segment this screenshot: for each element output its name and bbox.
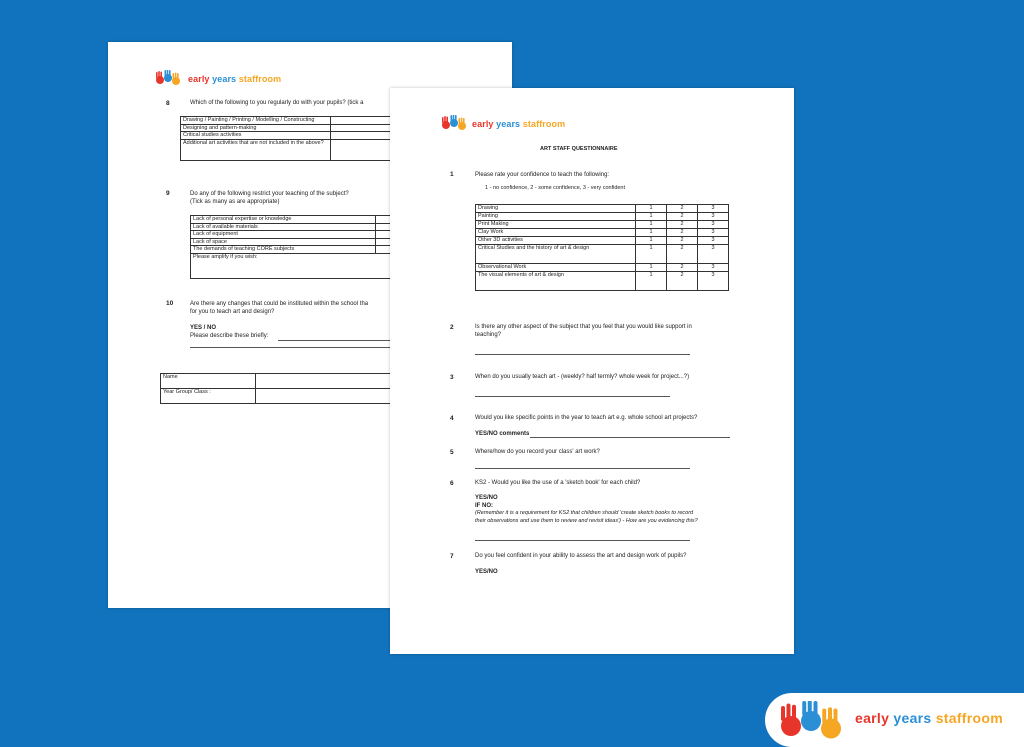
question-6-yesno[interactable]: YES/NO (475, 495, 498, 501)
answer-line[interactable] (190, 347, 400, 348)
table-row (476, 272, 729, 291)
rating-2[interactable]: 2 (667, 272, 698, 291)
question-8-text: Which of the following to you regularly do with your pupils? (tick a (190, 100, 364, 106)
table-row: Drawing / Painting / Printing / Modelling / Constructing (181, 117, 480, 125)
table-row: Lack of space (191, 238, 490, 246)
rating-3[interactable]: 3 (698, 272, 729, 291)
rating-1[interactable]: 1 (636, 221, 667, 229)
rating-3[interactable]: 3 (698, 229, 729, 237)
rating-1[interactable]: 1 (636, 229, 667, 237)
question-3-text: When do you usually teach art - (weekly? half termly? whole week for project...?) (475, 374, 690, 380)
question-1-number: 1 (450, 171, 454, 178)
rating-2[interactable]: 2 (667, 237, 698, 245)
table-row (476, 221, 729, 229)
question-9-text: Do any of the following restrict your teaching of the subject? (190, 191, 349, 197)
rating-3[interactable]: 3 (698, 221, 729, 229)
question-4-text: Would you like specific points in the year to teach art e.g. whole school art projects? (475, 415, 698, 421)
question-10-subtext: for you to teach art and design? (190, 309, 275, 315)
table-row: Year Group/ Class : (161, 389, 460, 404)
row-label: Other 3D activities (476, 237, 636, 245)
handprint-logo-icon (773, 701, 849, 741)
row-label: Observational Work (476, 264, 636, 272)
brand-wordmark: early years staffroom (855, 710, 1003, 726)
row-label: Drawing (476, 205, 636, 213)
question-2-text: Is there any other aspect of the subject that you feel that you would like support in (475, 324, 692, 330)
rating-3[interactable]: 3 (698, 237, 729, 245)
answer-line[interactable] (278, 340, 398, 341)
handprint-logo-icon (440, 115, 468, 131)
row-label: Print Making (476, 221, 636, 229)
rating-3[interactable]: 3 (698, 245, 729, 264)
question-7-text: Do you feel confident in your ability to assess the art and design work of pupils? (475, 553, 687, 559)
table-row: Critical studies activities (181, 132, 480, 140)
question-7-answer[interactable]: YES/NO (475, 569, 498, 575)
table-row: Lack of available materials (191, 223, 490, 231)
question-9-subtext: (Tick as many as are appropriate) (190, 199, 280, 205)
row-label: Clay Work (476, 229, 636, 237)
question-10-yesno[interactable]: YES / NO (190, 325, 217, 331)
question-2-subtext: teaching? (475, 332, 502, 338)
row-label: The visual elements of art & design (476, 272, 636, 291)
table-row: Please amplify if you wish: (191, 253, 490, 278)
rating-1[interactable]: 1 (636, 272, 667, 291)
question-4-answer[interactable]: YES/NO comments (475, 431, 530, 437)
question-4-number: 4 (450, 415, 454, 422)
row-label: Critical Studies and the history of art & design (476, 245, 636, 264)
answer-line[interactable] (530, 437, 730, 438)
table-row (476, 264, 729, 272)
rating-3[interactable]: 3 (698, 213, 729, 221)
question-5-number: 5 (450, 449, 454, 456)
question-10-describe: Please describe these briefly: (190, 333, 269, 339)
rating-1[interactable]: 1 (636, 264, 667, 272)
rating-2[interactable]: 2 (667, 264, 698, 272)
table-row (476, 229, 729, 237)
brand-badge (765, 693, 1024, 747)
table-row (476, 213, 729, 221)
brand-wordmark: early years staffroom (472, 119, 566, 129)
brand-wordmark: early years staffroom (188, 74, 282, 84)
answer-line[interactable] (475, 354, 690, 355)
question-8-number: 8 (166, 100, 170, 107)
question-6-ifno: IF NO: (475, 503, 493, 509)
table-row: Name (161, 374, 460, 389)
question-7-number: 7 (450, 553, 454, 560)
table-row: Additional art activities that are not included in the above? (181, 139, 480, 160)
question-10-number: 10 (166, 300, 174, 307)
question-6-number: 6 (450, 480, 454, 487)
table-row (476, 205, 729, 213)
rating-2[interactable]: 2 (667, 213, 698, 221)
question-6-note-line1: (Remember it is a requirement for KS2 that children should 'create sketch books to record (475, 510, 694, 516)
confidence-scale: 1 - no confidence, 2 - some confidence, 3 - very confident (485, 185, 626, 191)
answer-line[interactable] (475, 468, 690, 469)
rating-3[interactable]: 3 (698, 264, 729, 272)
rating-1[interactable]: 1 (636, 237, 667, 245)
table-row (476, 245, 729, 264)
table-row: Lack of equipment (191, 231, 490, 239)
rating-1[interactable]: 1 (636, 245, 667, 264)
rating-2[interactable]: 2 (667, 229, 698, 237)
rating-1[interactable]: 1 (636, 205, 667, 213)
question-2-number: 2 (450, 324, 454, 331)
question-6-note-line2: their observations and use them to review and revisit ideas') - How are you evidencing this? (475, 518, 698, 524)
confidence-table (475, 204, 729, 291)
answer-line[interactable] (475, 396, 670, 397)
question-1-text: Please rate your confidence to teach the following: (475, 172, 610, 178)
question-9-number: 9 (166, 190, 170, 197)
worksheet-page-front (390, 88, 794, 654)
rating-3[interactable]: 3 (698, 205, 729, 213)
rating-1[interactable]: 1 (636, 213, 667, 221)
answer-line[interactable] (475, 540, 690, 541)
row-label: Painting (476, 213, 636, 221)
table-row: The demands of teaching CORE subjects (191, 246, 490, 254)
page-title: ART STAFF QUESTIONNAIRE (540, 146, 618, 152)
question-5-text: Where/how do you record your class' art work? (475, 449, 600, 455)
rating-2[interactable]: 2 (667, 221, 698, 229)
question-6-text: KS2 - Would you like the use of a 'sketch book' for each child? (475, 480, 641, 486)
table-row: Lack of personal expertise or knowledge (191, 216, 490, 224)
table-row (476, 237, 729, 245)
table-row: Designing and pattern-making (181, 124, 480, 132)
question-10-text: Are there any changes that could be instituted within the school tha (190, 301, 369, 307)
question-3-number: 3 (450, 374, 454, 381)
rating-2[interactable]: 2 (667, 245, 698, 264)
rating-2[interactable]: 2 (667, 205, 698, 213)
handprint-logo-icon (154, 70, 182, 86)
